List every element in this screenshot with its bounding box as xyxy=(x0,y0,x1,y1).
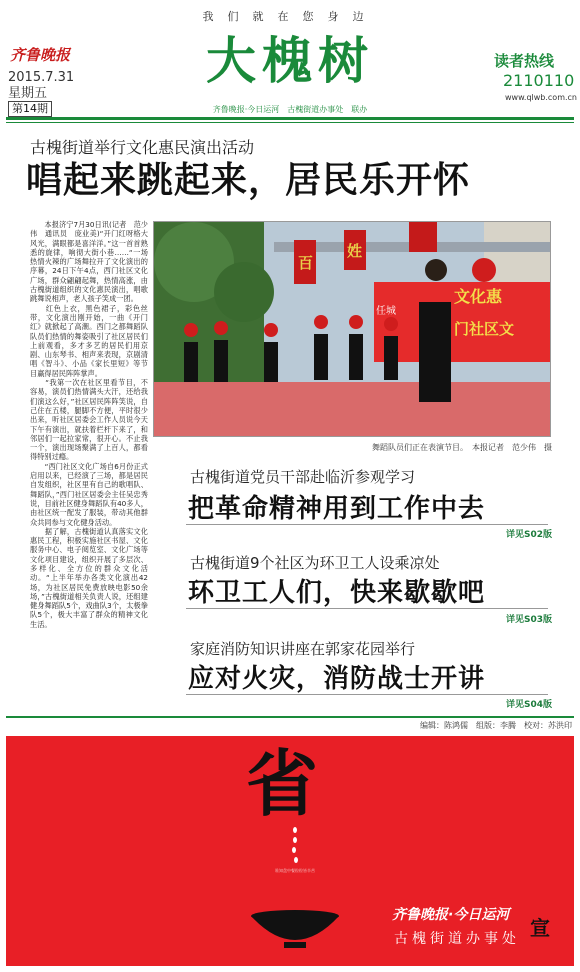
banner-char-2: 姓 xyxy=(347,242,363,260)
ad-seal: 宣 xyxy=(530,916,550,940)
story-kicker: 古槐街道9个社区为环卫工人设乘凉处 xyxy=(190,554,440,572)
see-page-link[interactable]: 详见S02版 xyxy=(506,530,553,540)
ad-drops-text: 谁知盘中餐粒粒皆辛苦 xyxy=(275,868,315,873)
masthead-thin-rule xyxy=(6,122,574,123)
masthead-rule xyxy=(6,117,574,120)
see-page-link[interactable]: 详见S03版 xyxy=(506,615,553,625)
lead-kicker: 古槐街道举行文化惠民演出活动 xyxy=(30,138,255,157)
lead-photo xyxy=(153,221,551,437)
banner-char-1: 百 xyxy=(298,254,314,272)
hotline-number: 2110110 xyxy=(503,71,575,90)
story-divider xyxy=(186,608,548,609)
issue-date xyxy=(8,70,74,102)
ad-brand: 齐鲁晚报·今日运河 xyxy=(392,907,510,923)
footer-rule xyxy=(6,716,574,718)
hotline-label: 读者热线 xyxy=(494,52,555,70)
banner-text-5: 门社区文 xyxy=(454,320,515,338)
story-divider xyxy=(186,524,548,525)
story-headline: 应对火灾，消防战士开讲 xyxy=(188,664,486,694)
photo-caption: 舞蹈队员们正在表演节目。 本报记者 范少伟 摄 xyxy=(372,443,552,452)
lead-headline: 唱起来跳起来，居民乐开怀 xyxy=(26,160,471,201)
story-headline: 把革命精神用到工作中去 xyxy=(188,494,486,524)
banner-text-4: 任城 xyxy=(376,306,396,317)
masthead-subtitle: 齐鲁晚报·今日运河 古槐街道办事处 联办 xyxy=(212,105,368,114)
story-headline: 环卫工人们，快来歇歇吧 xyxy=(188,578,486,608)
newspaper-logo: 齐鲁晚报 xyxy=(10,46,71,64)
story-kicker: 家庭消防知识讲座在郭家花园举行 xyxy=(190,640,416,658)
banner-text-3: 文化惠 xyxy=(454,287,503,306)
see-page-link[interactable]: 详见S04版 xyxy=(506,700,553,710)
date-text: 2015.7.31 xyxy=(8,70,75,85)
masthead-title: 大槐树 xyxy=(206,31,374,90)
story-kicker: 古槐街道党员干部赴临沂参观学习 xyxy=(190,468,416,486)
dance-photo-illustration xyxy=(154,222,550,436)
ad-organization: 古槐街道办事处 xyxy=(394,931,520,947)
story-divider xyxy=(186,694,548,695)
rice-bowl-icon xyxy=(240,824,350,954)
site-url: www.qlwb.com.cn xyxy=(505,93,577,102)
weekday-text: 星期五 xyxy=(8,86,48,101)
masthead-slogan: 我们就在您身边 xyxy=(202,10,378,23)
editors-credit: 编辑：陈鸿儒 组版：李腾 校对：苏洪印 xyxy=(420,721,572,730)
issue-number: 第14期 xyxy=(8,101,52,117)
lead-body: 本报济宁7月30日讯(记者 范少伟 通讯员 庞业美)“开门红呀格大风光，满眼都是喜洋洋。”这一首首熟悉的旋律，响彻大街小巷……“一场热情火辣的广场舞拉开了文化演出的序幕，24日下午4点，西门社区文化广场，群众翩翩起舞，热情高涨，由古槐街道组织的文化惠民演出，唱歌跳舞说相声，老人孩子笑成一团。 红色上衣，黑色裙子，彩色丝带，文化演出刚开始，一曲《开门红》就掀起了高潮。西门之都舞蹈队队员们热情的舞姿吸引了社区居民们上前观看，多才多艺的居民们用京剧、山东琴书、相声来表现，京剧清唱《智斗》、小品《家长里短》等节目赢得居民阵阵掌声。 “我第一次在社区里看节目，不容易，演员们热情满头大汗，还给我们演这么好，”社区居民阵阵笑说，自己住在五楼，腿脚不方便，平时很少出来，听社区居委会工作人员说今天下午有演出，就扶着栏杆下来了，和邻居们一起拉家常，很开心。不止我一个，演出现场聚满了上百人，都看得特别过瘾。 “西门社区文化广场自6月份正式启用以来，已经演了三场，都是居民自发组织，社区里有自己的歌唱队、舞蹈队，”西门社区居委会主任吴忠秀说，目前社区健身舞蹈队有40多人，由社区统一配发了服装，带动其他群众共同参与文化健身活动。 据了解，古槐街道认真落实文化惠民工程，积极实施社区书屋、文化服务中心、电子阅览室、文化广场等文化项目建设，组织开展了多层次、多样化、全方位的群众文化活动。“上半年举办各类文化演出42场，为社区居民免费放映电影50余场，”古槐街道相关负责人说，还组建健身舞蹈队5个，戏曲队3个，太极拳队5个，极大丰富了群众的精神文化生活。 xyxy=(30,220,148,629)
ad-character: 省 xyxy=(246,741,319,826)
